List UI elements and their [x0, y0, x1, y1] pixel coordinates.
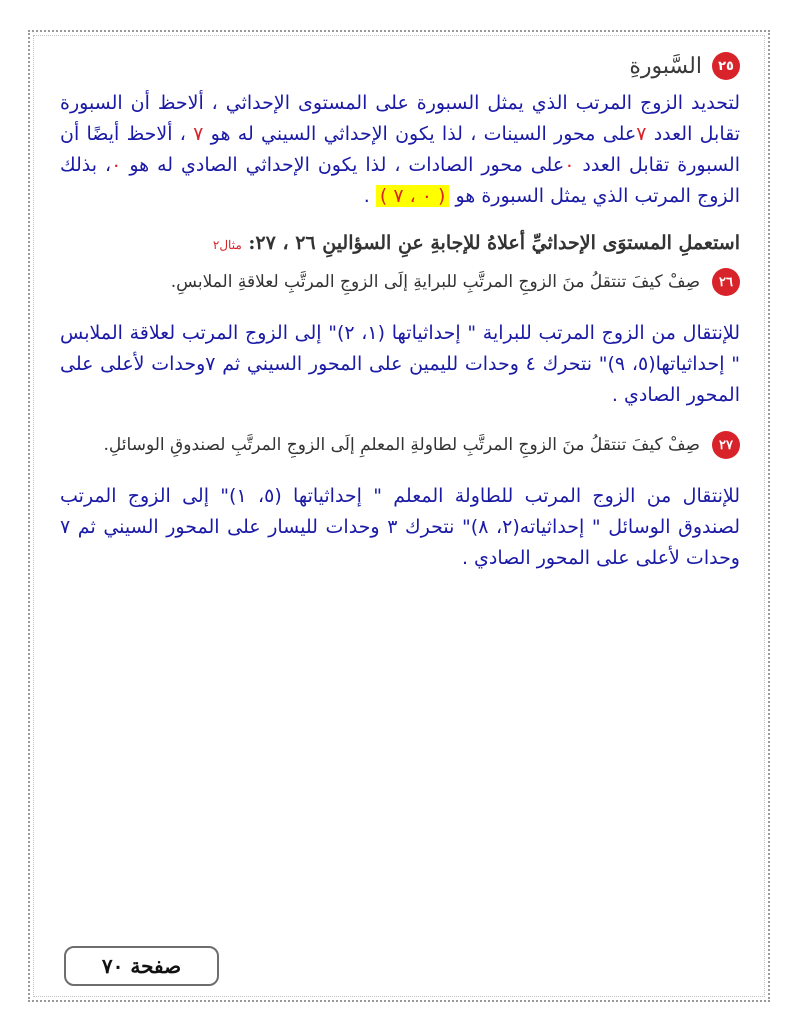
- answer-text: على محور السينات ، لذا يكون الإحداثي السيني له هو: [203, 123, 637, 145]
- question-27: [60, 431, 740, 459]
- question-number-badge: ٢٧: [712, 431, 740, 459]
- answer-text: .: [363, 185, 376, 207]
- question-text: صِفْ كيفَ تنتقلُ منَ الزوجِ المرتَّبِ لطاولةِ المعلمِ إلَى الزوجِ المرتَّبِ لصندوقِ الوسائلِ.: [103, 435, 700, 455]
- answer-27: للإنتقال من الزوج المرتب للطاولة المعلم " إحداثياتها (٥، ١)" إلى الزوج المرتب لصندوق الوسائل " إحداثياته(٢، ٨)" نتحرك ٣ وحدات لليسار على المحور السيني ثم ٧ وحدات لأعلى على المحور الصادي .: [60, 485, 741, 569]
- answer-blackboard: [60, 88, 740, 212]
- section-heading: [60, 52, 740, 80]
- instruction-line: [60, 232, 740, 254]
- page-number-label: صفحة ٧٠: [101, 954, 182, 978]
- worksheet-content: [60, 52, 740, 594]
- answer-text: على محور الصادات ، لذا يكون الإحداثي الصادي له هو: [121, 154, 565, 176]
- highlight-number: ٧: [193, 123, 204, 145]
- section-title: السَّبورةِ: [629, 53, 702, 79]
- highlight-number: ٠: [564, 154, 575, 176]
- section-number-badge: ٢٥: [712, 52, 740, 80]
- answer-text: ، بذلك الزوج المرتب الذي يمثل السبورة هو: [60, 154, 740, 207]
- answer-26: للإنتقال من الزوج المرتب للبراية " إحداثياتها (١، ٢)" إلى الزوج المرتب لعلاقة الملابس " إحداثياتها(٥، ٩)" نتحرك ٤ وحدات لليمين على المحور السيني ثم ٧وحدات لأعلى على المحور الصادي .: [60, 322, 740, 406]
- highlight-number: ٠: [111, 154, 122, 176]
- highlight-number: ٧: [636, 123, 647, 145]
- example-reference: مثال٢: [212, 238, 242, 252]
- question-text: صِفْ كيفَ تنتقلُ منَ الزوجِ المرتَّبِ للبرايةِ إلَى الزوجِ المرتَّبِ لعلاقةِ الملابسِ.: [170, 272, 700, 292]
- ordered-pair-highlight: ( ٠ ، ٧ ): [376, 185, 450, 207]
- question-number-badge: ٢٦: [712, 268, 740, 296]
- instruction-text: استعملِ المستوَى الإحداثيِّ أعلاهُ للإجابةِ عنِ السؤالينِ ٢٦ ، ٢٧:: [248, 232, 740, 254]
- answer-text: ، ألاحظ أيضًا أن السبورة تقابل العدد: [60, 123, 740, 176]
- answer-text: لتحديد الزوج المرتب الذي يمثل السبورة على المستوى الإحداثي ، ألاحظ أن السبورة تقابل العدد: [60, 92, 741, 145]
- question-26: [60, 268, 740, 296]
- page-number-box: [64, 946, 219, 986]
